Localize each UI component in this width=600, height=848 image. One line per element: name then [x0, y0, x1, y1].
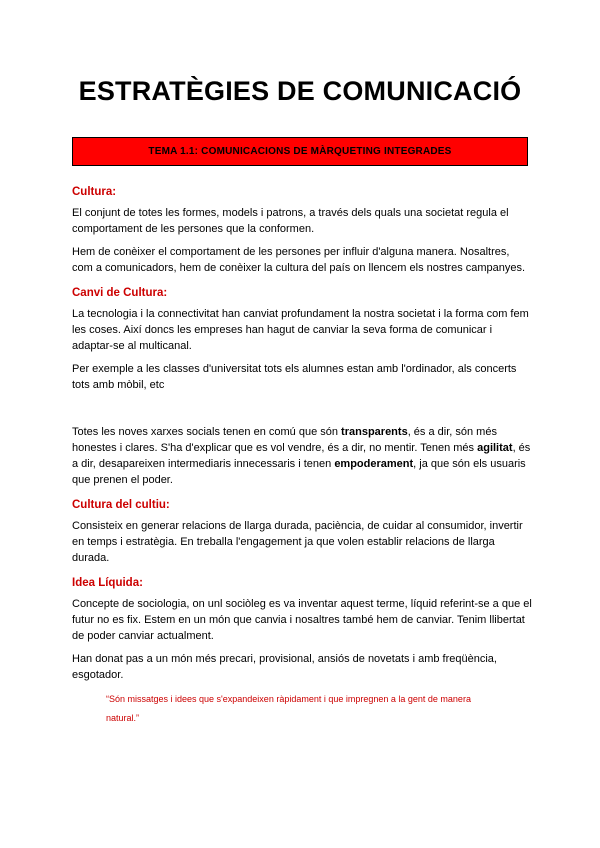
paragraph: Per exemple a les classes d'universitat tots els alumnes estan amb l'ordinador, als concerts tots amb mòbil, etc [72, 363, 517, 391]
paragraph: Han donat pas a un món més precari, provisional, ansiós de novetats i amb freqüència, esgotador. [72, 653, 497, 681]
document-body [72, 186, 532, 728]
paragraph: El conjunt de totes les formes, models i patrons, a través dels quals una societat regula el comportament de les persones que la conformen. [72, 207, 509, 235]
text-run: , ja que són els usuaris que prenen el poder. [72, 458, 526, 486]
topic-banner [72, 137, 528, 166]
bold-term-transparents: transparents [341, 426, 408, 438]
paragraph: Hem de conèixer el comportament de les persones per influir d'alguna manera. Nosaltres, com a comunicadors, hem de conèixer la cultura del país on llencem els nostres campanyes. [72, 246, 526, 274]
bold-term-empoderament: empoderament [334, 458, 414, 470]
paragraph-social-networks [72, 424, 532, 488]
section-heading-canvi-de-cultura: Canvi de Cultura: [72, 287, 168, 299]
paragraph: Concepte de sociologia, on unl sociòleg es va inventar aquest terme, líquid referint-se a que el futur no es fix. Estem en un món que canvia i nosaltres també hem de canviar. Tenim llibertat de poder canviar actualment. [72, 598, 532, 642]
text-run: , és a dir, desapareixen intermediaris innecessaris i tenen [72, 442, 531, 470]
document-title: ESTRATÈGIES DE COMUNICACIÓ [78, 76, 522, 106]
bold-term-agilitat: agilitat [477, 442, 513, 454]
section-heading-cultura-del-cultiu: Cultura del cultiu: [72, 499, 170, 511]
paragraph: Consisteix en generar relacions de llarga durada, paciència, de cuidar al consumidor, invertir en temps i estratègia. En treballa l'engagement ja que volen establir relacions de llarga durada. [72, 520, 523, 564]
section-heading-cultura: Cultura: [72, 186, 117, 198]
paragraph: La tecnologia i la connectivitat han canviat profundament la nostra societat i la forma com fem les coses. Així doncs les empreses han hagut de canviar la seva forma de comunicar i adaptar-se al multicanal. [72, 308, 529, 352]
topic-banner-text: TEMA 1.1: COMUNICACIONS DE MÀRQUETING INTEGRADES [148, 146, 452, 157]
quote: “Són missatges i idees que s'expandeixen ràpidament i que impregnen a la gent de manera natural.” [106, 694, 471, 723]
text-run: Totes les noves xarxes socials tenen en comú que són [72, 426, 342, 438]
section-heading-idea-liquida: Idea Líquida: [72, 577, 143, 589]
text-run: , és a dir, són més honestes i clares. S'ha d'explicar que es vol vendre, és a dir, no mentir. Tenen més [72, 426, 497, 454]
